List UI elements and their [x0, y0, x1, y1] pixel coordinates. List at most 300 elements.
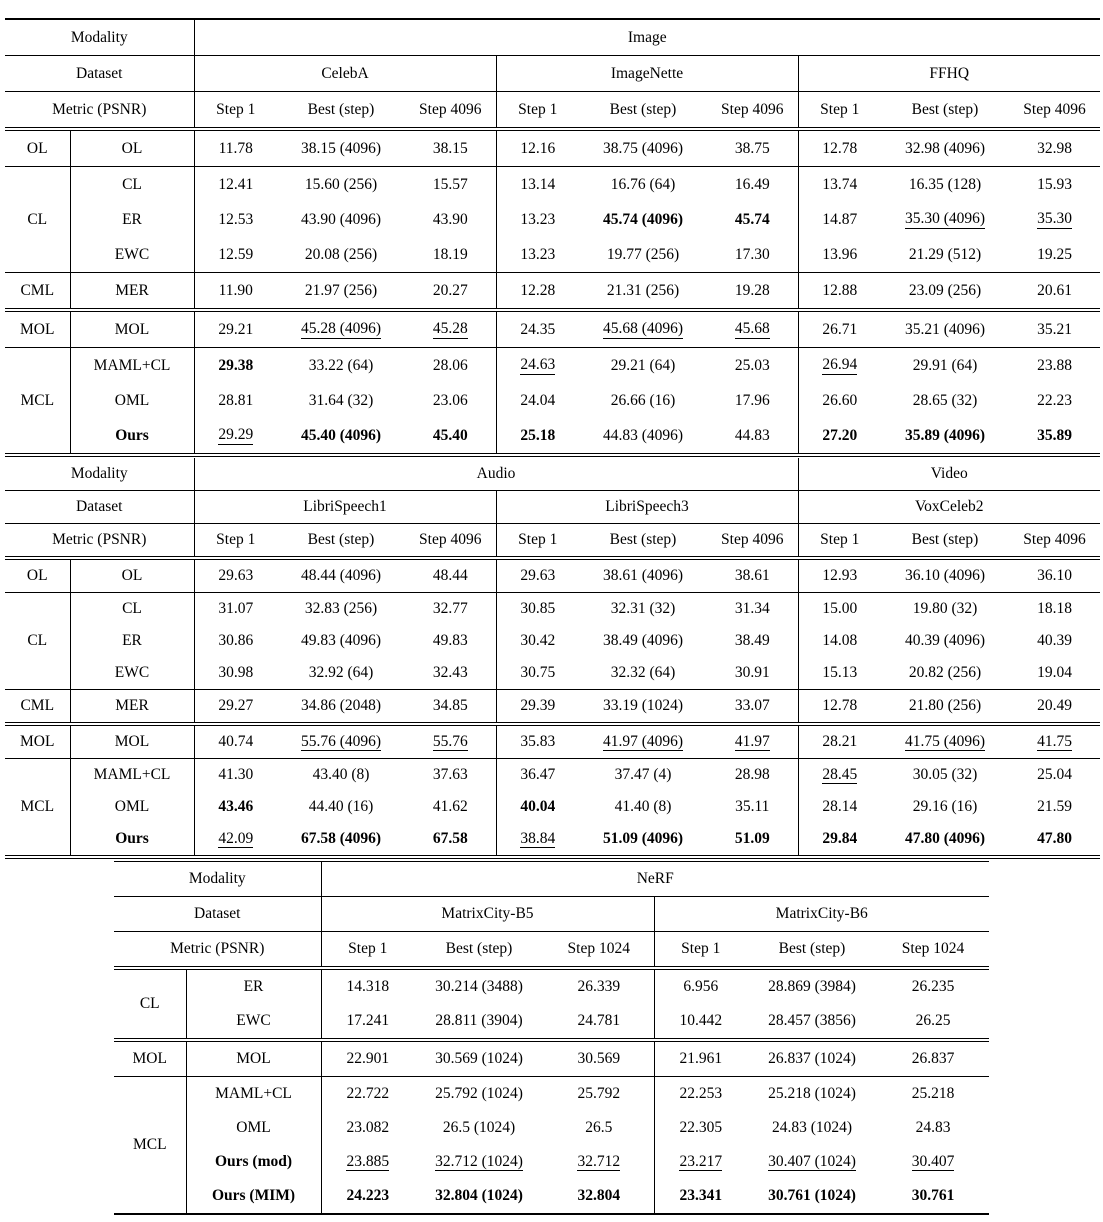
value-cell: 22.253: [654, 1077, 747, 1112]
value-cell: 28.14: [798, 791, 881, 823]
value-cell: [707, 724, 798, 759]
value-cell: 19.28: [707, 273, 798, 311]
value-cell: 16.76 (64): [579, 167, 707, 203]
value-cell: 35.83: [496, 724, 579, 759]
value-cell: 31.34: [707, 593, 798, 626]
modality-label: Modality: [5, 19, 194, 56]
dataset-name: FFHQ: [798, 56, 1100, 92]
value-cell: 23.341: [654, 1179, 747, 1214]
step-header: Best (step): [277, 524, 405, 559]
method-cell: MOL: [70, 724, 194, 759]
value-cell: 43.40 (8): [277, 759, 405, 792]
value-cell: 43.90 (4096): [300, 210, 382, 228]
value-cell: 47.80 (4096): [881, 823, 1009, 857]
dataset-name: LibriSpeech1: [194, 491, 496, 524]
method-cell: MER: [70, 690, 194, 725]
step-header: Step 1: [654, 932, 747, 969]
underlined-value: 26.94: [822, 356, 858, 374]
value-cell: 23.09 (256): [881, 273, 1009, 311]
value-cell: 11.78: [194, 129, 277, 167]
value-cell: 33.19 (1024): [579, 690, 707, 725]
value-cell: 25.792 (1024): [414, 1077, 544, 1112]
value-cell: 30.86: [194, 625, 277, 657]
category-cell: CL: [5, 593, 70, 690]
step-header: Step 4096: [405, 92, 496, 130]
value-cell: 31.07: [194, 593, 277, 626]
value-cell: 36.10: [1009, 558, 1100, 593]
value-cell: 26.837 (1024): [747, 1040, 877, 1077]
method-cell: Ours (mod): [186, 1145, 321, 1179]
value-cell: 44.83: [707, 418, 798, 455]
underlined-value: 30.407 (1024): [768, 1152, 856, 1170]
value-cell: 12.93: [798, 558, 881, 593]
step-header: Best (step): [579, 92, 707, 130]
value-cell: 32.98 (4096): [881, 129, 1009, 167]
value-cell: 17.96: [734, 391, 770, 409]
value-cell: 32.98: [1009, 129, 1100, 167]
value-cell: 16.49: [707, 167, 798, 203]
value-cell: 22.901: [321, 1040, 414, 1077]
category-cell: MOL: [114, 1040, 186, 1077]
value-cell: 30.91: [734, 664, 770, 681]
category-cell: CL: [114, 968, 186, 1040]
value-cell: 29.91 (64): [881, 348, 1009, 384]
value-cell: 14.318: [321, 968, 414, 1004]
value-cell: 26.339: [544, 968, 654, 1004]
value-cell: 40.39: [1037, 632, 1072, 649]
dataset-name: MatrixCity-B5: [321, 897, 654, 932]
method-cell: CL: [70, 593, 194, 626]
value-cell: 49.83 (4096): [300, 632, 382, 649]
category-cell: MCL: [5, 348, 70, 456]
underlined-value: 30.407: [911, 1152, 955, 1170]
step-header: Best (step): [414, 932, 544, 969]
value-cell: 29.63: [194, 558, 277, 593]
value-cell: [277, 724, 405, 759]
value-cell: 67.58 (4096): [277, 823, 405, 857]
value-cell: [405, 310, 496, 348]
underlined-value: 41.75 (4096): [904, 732, 986, 750]
category-cell: OL: [5, 129, 70, 167]
value-cell: 30.75: [496, 657, 579, 690]
value-cell: 26.71: [798, 310, 881, 348]
value-cell: [194, 823, 277, 857]
underlined-value: 55.76: [432, 732, 468, 750]
tables-stack: [0, 18, 1103, 1215]
value-cell: 32.31 (32): [579, 593, 707, 626]
value-cell: [579, 310, 707, 348]
step-header: Best (step): [579, 524, 707, 559]
method-cell: MOL: [186, 1040, 321, 1077]
value-cell: 36.47: [496, 759, 579, 792]
value-cell: 24.223: [321, 1179, 414, 1214]
step-header: Step 1: [798, 92, 881, 130]
value-cell: 28.06: [405, 348, 496, 384]
underlined-value: 42.09: [218, 829, 254, 847]
method-cell: OL: [70, 129, 194, 167]
value-cell: 12.78: [798, 690, 881, 725]
value-cell: 27.20: [798, 418, 881, 455]
underlined-value: 55.76 (4096): [300, 732, 382, 750]
value-cell: 24.35: [496, 310, 579, 348]
underlined-value: 24.63: [520, 356, 556, 374]
method-cell: MAML+CL: [70, 348, 194, 384]
value-cell: 20.08 (256): [304, 245, 378, 263]
value-cell: 38.49 (4096): [602, 632, 684, 649]
underlined-value: 23.885: [346, 1152, 390, 1170]
value-cell: 45.40: [405, 418, 496, 455]
value-cell: [496, 348, 579, 384]
value-cell: 38.49: [734, 632, 770, 649]
value-cell: [707, 310, 798, 348]
value-cell: 25.218 (1024): [747, 1077, 877, 1112]
value-cell: [1009, 202, 1100, 237]
underlined-value: 45.28 (4096): [300, 320, 382, 338]
value-cell: 30.05 (32): [881, 759, 1009, 792]
value-cell: 15.57: [405, 167, 496, 203]
value-cell: 31.64 (32): [308, 391, 374, 409]
value-cell: 15.13: [798, 657, 881, 690]
step-header: Step 4096: [405, 524, 496, 559]
value-cell: 20.61: [1009, 273, 1100, 311]
underlined-value: 41.97: [734, 732, 770, 750]
value-cell: 30.761: [877, 1179, 989, 1214]
value-cell: 25.18: [496, 418, 579, 455]
value-cell: 44.40 (16): [308, 798, 374, 815]
step-header: Step 1: [496, 524, 579, 559]
value-cell: 35.11: [735, 798, 770, 815]
method-cell: EWC: [70, 237, 194, 273]
value-cell: 40.39 (4096): [904, 632, 986, 649]
value-cell: 43.46: [194, 791, 277, 823]
value-cell: 24.781: [577, 1012, 621, 1029]
value-cell: 29.39: [496, 690, 579, 725]
value-cell: [654, 1145, 747, 1179]
value-cell: 13.74: [798, 167, 881, 203]
dataset-name: CelebA: [194, 56, 496, 92]
value-cell: 20.82 (256): [908, 664, 982, 681]
step-header: Best (step): [277, 92, 405, 130]
value-cell: 21.59: [1037, 798, 1072, 815]
value-cell: 15.00: [798, 593, 881, 626]
value-cell: 13.23: [496, 237, 579, 273]
value-cell: 40.74: [194, 724, 277, 759]
category-cell: CL: [5, 167, 70, 273]
value-cell: 34.86 (2048): [277, 690, 405, 725]
value-cell: 12.28: [496, 273, 579, 311]
value-cell: 38.61 (4096): [579, 558, 707, 593]
modality-value: Audio: [194, 458, 798, 491]
underlined-value: 28.45: [822, 765, 858, 783]
value-cell: 33.07: [707, 690, 798, 725]
underlined-value: 45.28: [432, 320, 468, 338]
value-cell: 21.97 (256): [277, 273, 405, 311]
value-cell: 32.83 (256): [277, 593, 405, 626]
value-cell: 51.09: [707, 823, 798, 857]
value-cell: 25.03: [707, 348, 798, 384]
method-cell: Ours (MIM): [186, 1179, 321, 1214]
dataset-name: VoxCeleb2: [798, 491, 1100, 524]
underlined-value: 23.217: [679, 1152, 723, 1170]
value-cell: [579, 724, 707, 759]
dataset-name: MatrixCity-B6: [654, 897, 989, 932]
value-cell: 37.63: [405, 759, 496, 792]
underlined-value: 41.75: [1037, 732, 1072, 750]
value-cell: 32.43: [432, 664, 468, 681]
value-cell: 29.16 (16): [912, 798, 978, 815]
value-cell: 12.16: [496, 129, 579, 167]
value-cell: 26.5: [585, 1119, 613, 1136]
step-header: Best (step): [881, 524, 1009, 559]
dataset-label: Dataset: [5, 56, 194, 92]
value-cell: 25.04: [1009, 759, 1100, 792]
value-cell: 14.08: [798, 625, 881, 657]
value-cell: 28.457 (3856): [768, 1012, 856, 1029]
value-cell: 19.77 (256): [606, 245, 680, 263]
nerf-modality-table: [114, 861, 989, 1215]
value-cell: 30.85: [496, 593, 579, 626]
value-cell: 30.761 (1024): [747, 1179, 877, 1214]
value-cell: 40.04: [496, 791, 579, 823]
method-cell: EWC: [70, 657, 194, 690]
value-cell: 30.214 (3488): [414, 968, 544, 1004]
dataset-label: Dataset: [114, 897, 321, 932]
value-cell: 30.569: [544, 1040, 654, 1077]
value-cell: 45.74 (4096): [602, 210, 684, 228]
value-cell: [405, 724, 496, 759]
step-header: Step 1: [321, 932, 414, 969]
value-cell: 38.75: [707, 129, 798, 167]
value-cell: [747, 1145, 877, 1179]
value-cell: 15.93: [1009, 167, 1100, 203]
value-cell: 23.88: [1009, 348, 1100, 384]
value-cell: 29.84: [798, 823, 881, 857]
dataset-label: Dataset: [5, 491, 194, 524]
value-cell: 35.89 (4096): [881, 418, 1009, 455]
value-cell: 18.18: [1009, 593, 1100, 626]
method-cell: MOL: [70, 310, 194, 348]
method-cell: MAML+CL: [70, 759, 194, 792]
value-cell: [798, 759, 881, 792]
value-cell: 38.61: [707, 558, 798, 593]
value-cell: 35.21 (4096): [881, 310, 1009, 348]
step-header: Step 1: [194, 92, 277, 130]
underlined-value: 41.97 (4096): [602, 732, 684, 750]
method-cell: OML: [70, 383, 194, 418]
method-cell: Ours: [70, 418, 194, 455]
value-cell: 24.83: [915, 1119, 951, 1136]
value-cell: 13.96: [798, 237, 881, 273]
value-cell: 35.89: [1009, 418, 1100, 455]
step-header: Step 4096: [1009, 92, 1100, 130]
value-cell: 45.40 (4096): [277, 418, 405, 455]
modality-label: Modality: [114, 862, 321, 897]
value-cell: [414, 1145, 544, 1179]
value-cell: 26.25: [915, 1012, 951, 1029]
value-cell: 48.44 (4096): [277, 558, 405, 593]
underlined-value: 35.30 (4096): [904, 210, 986, 228]
value-cell: 43.90: [432, 210, 468, 228]
value-cell: 41.62: [432, 798, 468, 815]
method-cell: MER: [70, 273, 194, 311]
value-cell: [798, 348, 881, 384]
value-cell: 28.65 (32): [912, 391, 978, 409]
underlined-value: 29.29: [218, 426, 254, 444]
value-cell: 16.35 (128): [881, 167, 1009, 203]
value-cell: 49.83: [432, 632, 468, 649]
value-cell: 12.41: [194, 167, 277, 203]
value-cell: 24.83 (1024): [771, 1119, 853, 1136]
value-cell: 37.47 (4): [579, 759, 707, 792]
value-cell: 12.88: [798, 273, 881, 311]
metric-label: Metric (PSNR): [114, 932, 321, 969]
value-cell: 35.21: [1009, 310, 1100, 348]
value-cell: 51.09 (4096): [579, 823, 707, 857]
category-cell: MOL: [5, 310, 70, 348]
value-cell: 32.92 (64): [308, 664, 374, 681]
value-cell: 29.27: [194, 690, 277, 725]
value-cell: 11.90: [194, 273, 277, 311]
value-cell: 21.31 (256): [579, 273, 707, 311]
value-cell: 19.80 (32): [881, 593, 1009, 626]
category-cell: MCL: [5, 759, 70, 858]
value-cell: 12.59: [194, 237, 277, 273]
value-cell: 29.21 (64): [579, 348, 707, 384]
value-cell: [881, 202, 1009, 237]
value-cell: 22.23: [1037, 391, 1072, 409]
method-cell: ER: [186, 968, 321, 1004]
step-header: Step 1: [194, 524, 277, 559]
value-cell: 29.38: [194, 348, 277, 384]
value-cell: 25.218: [877, 1077, 989, 1112]
value-cell: 26.60: [798, 383, 881, 418]
category-cell: MCL: [114, 1077, 186, 1215]
method-cell: MAML+CL: [186, 1077, 321, 1112]
value-cell: 38.15: [405, 129, 496, 167]
modality-value: Image: [194, 19, 1100, 56]
value-cell: 48.44: [405, 558, 496, 593]
metric-label: Metric (PSNR): [5, 92, 194, 130]
value-cell: 17.30: [734, 245, 770, 263]
value-cell: 18.19: [432, 245, 468, 263]
value-cell: 26.66 (16): [610, 391, 676, 409]
step-header: Step 4096: [1009, 524, 1100, 559]
category-cell: MOL: [5, 724, 70, 759]
value-cell: 26.837: [877, 1040, 989, 1077]
method-cell: CL: [70, 167, 194, 203]
value-cell: [544, 1145, 654, 1179]
value-cell: 19.25: [1037, 245, 1072, 263]
value-cell: 36.10 (4096): [881, 558, 1009, 593]
step-header: Step 4096: [707, 524, 798, 559]
value-cell: 28.21: [798, 724, 881, 759]
modality-value: NeRF: [321, 862, 989, 897]
value-cell: [321, 1145, 414, 1179]
method-cell: OML: [186, 1111, 321, 1145]
method-cell: ER: [70, 202, 194, 237]
value-cell: 30.569 (1024): [414, 1040, 544, 1077]
value-cell: 20.49: [1009, 690, 1100, 725]
method-cell: OL: [70, 558, 194, 593]
value-cell: 14.87: [798, 202, 881, 237]
modality-label: Modality: [70, 465, 128, 482]
value-cell: 29.21: [194, 310, 277, 348]
value-cell: 21.961: [654, 1040, 747, 1077]
value-cell: 32.32 (64): [610, 664, 676, 681]
value-cell: 24.04: [496, 383, 579, 418]
value-cell: 12.53: [194, 202, 277, 237]
value-cell: 28.811 (3904): [435, 1012, 523, 1029]
underlined-value: 38.84: [520, 829, 556, 847]
image-modality-table: [5, 18, 1100, 457]
value-cell: [877, 1145, 989, 1179]
step-header: Best (step): [747, 932, 877, 969]
value-cell: 13.23: [496, 202, 579, 237]
method-cell: Ours: [70, 823, 194, 857]
underlined-value: 45.68: [734, 320, 770, 338]
metric-label: Metric (PSNR): [5, 524, 194, 559]
value-cell: 22.305: [654, 1111, 747, 1145]
dataset-name: LibriSpeech3: [496, 491, 798, 524]
step-header: Step 1024: [877, 932, 989, 969]
value-cell: 67.58: [405, 823, 496, 857]
step-header: Step 1024: [544, 932, 654, 969]
value-cell: 26.235: [877, 968, 989, 1004]
value-cell: 20.27: [405, 273, 496, 311]
value-cell: 28.98: [707, 759, 798, 792]
value-cell: 32.804 (1024): [414, 1179, 544, 1214]
value-cell: 17.241: [321, 1004, 414, 1040]
value-cell: 21.29 (512): [908, 245, 982, 263]
value-cell: 33.22 (64): [277, 348, 405, 384]
value-cell: 23.082: [321, 1111, 414, 1145]
value-cell: 21.80 (256): [881, 690, 1009, 725]
step-header: Step 4096: [707, 92, 798, 130]
value-cell: 29.63: [496, 558, 579, 593]
underlined-value: 32.712 (1024): [435, 1152, 523, 1170]
underlined-value: 35.30: [1037, 210, 1072, 228]
value-cell: 32.77: [405, 593, 496, 626]
value-cell: 34.85: [405, 690, 496, 725]
value-cell: 22.722: [321, 1077, 414, 1112]
value-cell: [277, 310, 405, 348]
category-cell: CML: [5, 273, 70, 311]
value-cell: 32.804: [544, 1179, 654, 1214]
value-cell: [1009, 724, 1100, 759]
value-cell: 26.5 (1024): [442, 1119, 516, 1136]
value-cell: 13.14: [496, 167, 579, 203]
step-header: Best (step): [881, 92, 1009, 130]
step-header: Step 1: [496, 92, 579, 130]
dataset-name: ImageNette: [496, 56, 798, 92]
value-cell: 30.42: [496, 625, 579, 657]
value-cell: [881, 724, 1009, 759]
value-cell: 25.792: [544, 1077, 654, 1112]
value-cell: 12.78: [798, 129, 881, 167]
category-cell: OL: [5, 558, 70, 593]
underlined-value: 45.68 (4096): [602, 320, 684, 338]
value-cell: [194, 418, 277, 455]
value-cell: 15.60 (256): [277, 167, 405, 203]
value-cell: 28.81: [194, 383, 277, 418]
modality-value: Video: [798, 458, 1100, 491]
value-cell: [496, 823, 579, 857]
value-cell: 23.06: [432, 391, 468, 409]
value-cell: 19.04: [1037, 664, 1072, 681]
method-cell: OML: [70, 791, 194, 823]
value-cell: 30.98: [194, 657, 277, 690]
value-cell: 47.80: [1009, 823, 1100, 857]
